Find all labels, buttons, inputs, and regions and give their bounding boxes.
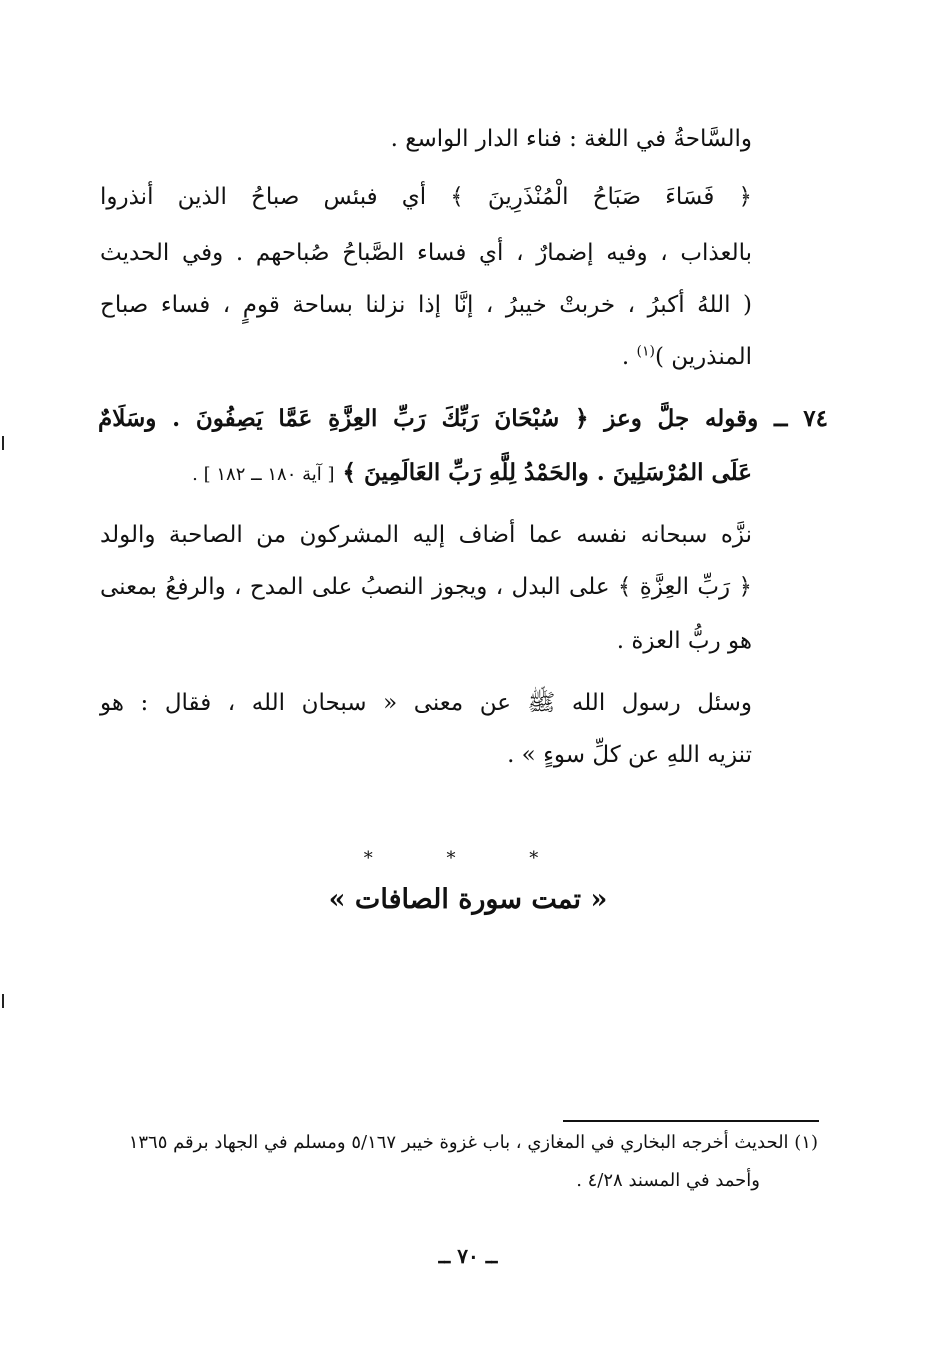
- section-separator-stars: * * *: [363, 848, 573, 869]
- page-number: ــ ٧٠ ــ: [438, 1244, 498, 1268]
- footnote-line-2: وأحمد في المسند ٤/٢٨ .: [576, 1170, 760, 1191]
- verse-heading-line-1: ٧٤ ــ وقوله جلَّ وعز ﴿ سُبْحَانَ رَبِّكَ رَبِّ العِزَّةِ عَمَّا يَصِفُونَ . وسَلَامٌ: [98, 405, 828, 432]
- body-line-10: هو ربُّ العزة .: [616, 628, 752, 654]
- footnote-divider: [563, 1120, 819, 1122]
- body-line-5-tail: .: [621, 344, 637, 370]
- scan-edge-mark-top: [2, 436, 4, 450]
- body-line-12: تنزيه اللهِ عن كلِّ سوءٍ » .: [507, 742, 752, 768]
- body-line-8: نزَّه سبحانه نفسه عما أضاف إليه المشركون من الصاحبة والولد: [100, 522, 752, 548]
- scan-edge-mark-bottom: [2, 994, 4, 1008]
- body-line-2: ﴿ فَسَاءَ صَبَاحُ الْمُنْذَرِينَ ﴾ أي فبئس صباحُ الذين أنذروا: [100, 184, 752, 210]
- verse-heading-line-2: [192, 458, 752, 490]
- verse-reference: [ آية ١٨٠ ــ ١٨٢ ] .: [192, 464, 335, 485]
- body-line-11: وسئل رسول الله ﷺ عن معنى « سبحان الله ، فقال : هو: [100, 690, 752, 716]
- body-line-3: بالعذاب ، وفيه إضمارٌ ، أي فساء الصَّباحُ صُباحهم . وفي الحديث: [100, 240, 752, 266]
- body-line-4: ( اللهُ أكبرُ ، خربتْ خيبرُ ، إنَّا إذا نزلنا بساحة قومٍ ، فساء صباح: [100, 292, 752, 318]
- surah-closing-title: « تمت سورة الصافات »: [328, 884, 608, 915]
- verse-heading-text: عَلَى المُرْسَلِينَ . والحَمْدُ لِلَّهِ رَبِّ العَالَمِينَ ﴾: [342, 459, 752, 486]
- body-line-5-text: المنذرين ): [654, 344, 752, 370]
- footnote-line-1: (١) الحديث أخرجه البخاري في المغازي ، باب غزوة خيبر ٥/١٦٧ ومسلم في الجهاد برقم ١٣٦٥: [128, 1132, 818, 1153]
- body-line-5: [622, 342, 752, 372]
- body-line-1: والسَّاحةُ في اللغة : فناء الدار الواسع .: [390, 126, 752, 152]
- body-line-9: ﴿ رَبِّ العِزَّةِ ﴾ على البدل ، ويجوز النصبُ على المدح ، والرفعُ بمعنى: [100, 574, 752, 600]
- footnote-ref: (١): [636, 343, 655, 360]
